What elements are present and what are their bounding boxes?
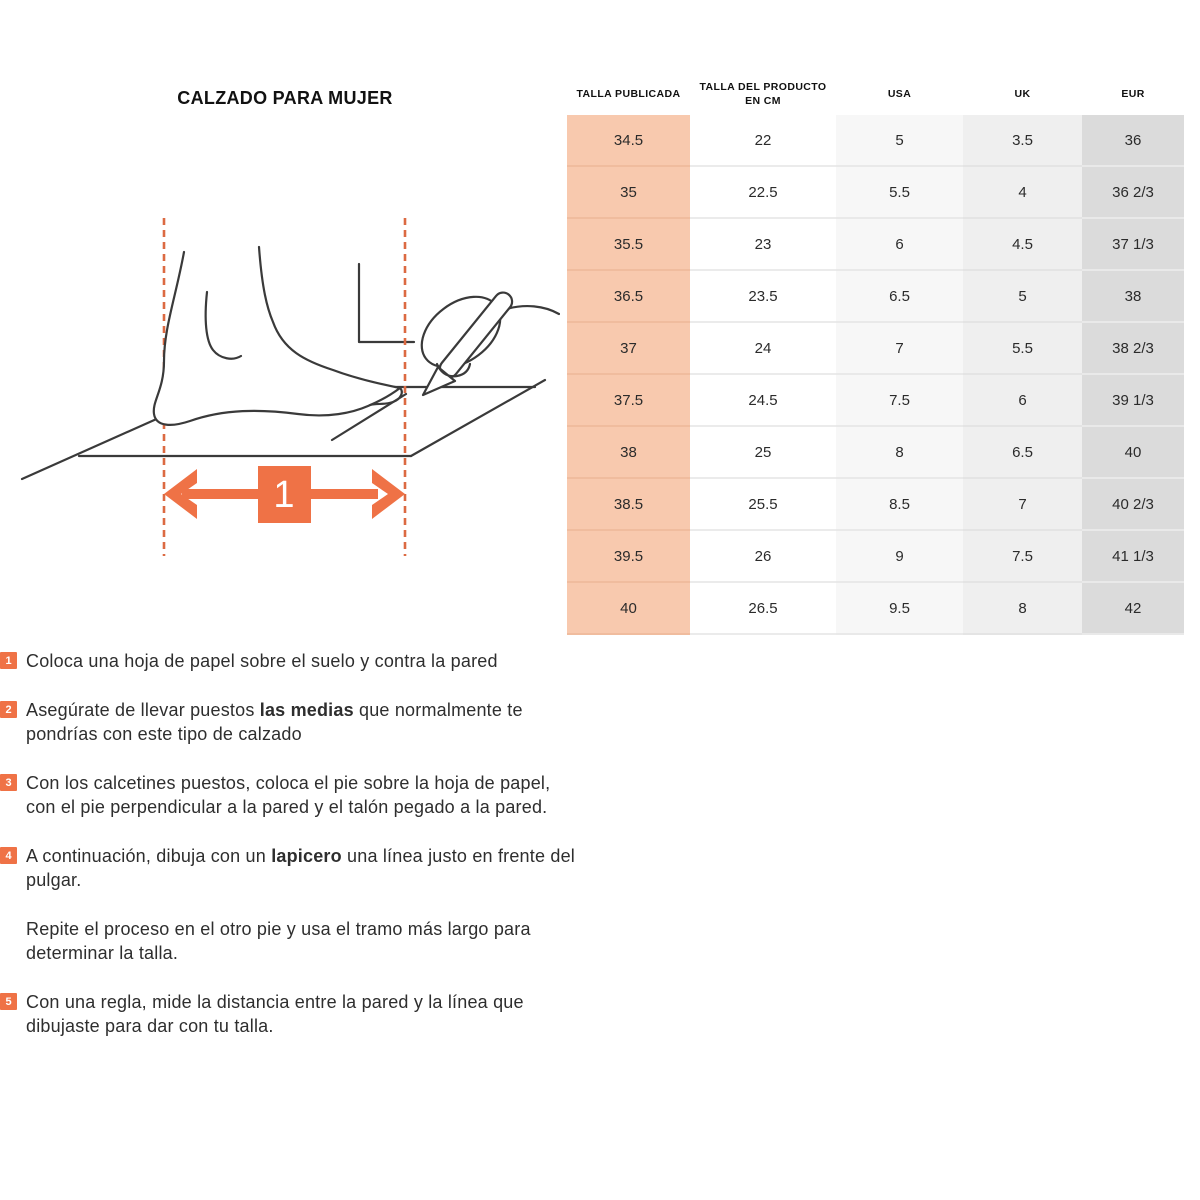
- table-cell: 7: [963, 479, 1082, 531]
- table-cell: 23.5: [690, 271, 836, 323]
- table-row: [567, 323, 1184, 375]
- table-cell: 7.5: [963, 531, 1082, 583]
- step-number-badge: 3: [0, 774, 17, 791]
- column-header-usa: USA: [836, 73, 963, 115]
- step-number-badge: 2: [0, 701, 17, 718]
- table-cell: 26.5: [690, 583, 836, 635]
- table-cell: 40: [567, 583, 690, 635]
- table-row: [567, 479, 1184, 531]
- table-cell: 25.5: [690, 479, 836, 531]
- table-cell: 34.5: [567, 115, 690, 167]
- table-row: [567, 583, 1184, 635]
- table-cell: 35: [567, 167, 690, 219]
- table-cell: 38 2/3: [1082, 323, 1184, 375]
- table-cell: 4: [963, 167, 1082, 219]
- step-text-segment: Coloca una hoja de papel sobre el suelo y contra la pared: [26, 651, 498, 671]
- page-title: CALZADO PARA MUJER: [177, 88, 393, 108]
- hand-with-pencil: [408, 282, 559, 395]
- table-cell: 37.5: [567, 375, 690, 427]
- table-cell: 25: [690, 427, 836, 479]
- table-cell: 35.5: [567, 219, 690, 271]
- table-cell: 6: [963, 375, 1082, 427]
- table-cell: 7.5: [836, 375, 963, 427]
- table-cell: 6.5: [963, 427, 1082, 479]
- table-row: [567, 427, 1184, 479]
- size-table: [567, 73, 1184, 635]
- step-number-spacer: [0, 920, 17, 937]
- table-cell: 8.5: [836, 479, 963, 531]
- foot-drawing: [154, 247, 402, 425]
- step-number-badge: 5: [0, 993, 17, 1010]
- step-text-bold-segment: las medias: [259, 700, 354, 720]
- column-header-talla-publicada: TALLA PUBLICADA: [567, 73, 690, 115]
- table-row: [567, 167, 1184, 219]
- table-cell: 8: [836, 427, 963, 479]
- measure-arrow-label: 1: [273, 474, 295, 516]
- table-row: [567, 531, 1184, 583]
- column-header-talla-producto-cm: TALLA DEL PRODUCTO EN CM: [690, 73, 836, 115]
- table-cell: 38: [567, 427, 690, 479]
- column-header-uk: UK: [963, 73, 1082, 115]
- table-cell: 5: [963, 271, 1082, 323]
- table-cell: 9: [836, 531, 963, 583]
- step-text: [26, 649, 498, 673]
- instruction-item: [0, 917, 585, 965]
- step-text: [26, 698, 585, 746]
- table-cell: 5.5: [836, 167, 963, 219]
- step-text-segment: Con los calcetines puestos, coloca el pie sobre la hoja de papel, con el pie perpendicular a la pared y el talón pegado a la pared.: [26, 773, 551, 817]
- step-text-segment: Con una regla, mide la distancia entre la pared y la línea que dibujaste para dar con tu talla.: [26, 992, 524, 1036]
- step-text: [26, 844, 585, 892]
- table-cell: 24: [690, 323, 836, 375]
- table-cell: 36: [1082, 115, 1184, 167]
- step-text-segment: Repite el proceso en el otro pie y usa el tramo más largo para determinar la talla.: [26, 919, 531, 963]
- table-cell: 7: [836, 323, 963, 375]
- instructions-list: [0, 649, 585, 1063]
- table-cell: 5.5: [963, 323, 1082, 375]
- table-cell: 39.5: [567, 531, 690, 583]
- step-number-badge: 1: [0, 652, 17, 669]
- table-cell: 6: [836, 219, 963, 271]
- table-cell: 42: [1082, 583, 1184, 635]
- instruction-item: [0, 844, 585, 892]
- table-cell: 40: [1082, 427, 1184, 479]
- instruction-item: [0, 990, 585, 1038]
- size-table-header: [567, 73, 1184, 115]
- step-text-segment: A continuación, dibuja con un: [26, 846, 272, 866]
- table-cell: 39 1/3: [1082, 375, 1184, 427]
- instruction-item: [0, 698, 585, 746]
- step-text-segment: una línea justo en frente del pulgar.: [26, 846, 575, 890]
- table-row: [567, 375, 1184, 427]
- table-cell: 23: [690, 219, 836, 271]
- foot-measurement-illustration: [0, 198, 560, 570]
- size-table-body: [567, 115, 1184, 635]
- foot-silhouette: [154, 247, 400, 425]
- instruction-item: [0, 771, 585, 819]
- step-number-badge: 4: [0, 847, 17, 864]
- column-header-eur: EUR: [1082, 73, 1184, 115]
- table-cell: 38: [1082, 271, 1184, 323]
- table-cell: 22.5: [690, 167, 836, 219]
- table-row: [567, 271, 1184, 323]
- measure-arrow: [164, 466, 405, 523]
- step-text-bold-segment: lapicero: [271, 846, 342, 866]
- step-text: [26, 771, 585, 819]
- table-cell: 22: [690, 115, 836, 167]
- step-text-segment: Asegúrate de llevar puestos: [26, 700, 260, 720]
- table-cell: 36 2/3: [1082, 167, 1184, 219]
- table-cell: 37 1/3: [1082, 219, 1184, 271]
- table-cell: 41 1/3: [1082, 531, 1184, 583]
- table-cell: 6.5: [836, 271, 963, 323]
- table-cell: 36.5: [567, 271, 690, 323]
- table-row: [567, 219, 1184, 271]
- instruction-item: [0, 649, 585, 673]
- table-cell: 24.5: [690, 375, 836, 427]
- table-cell: 5: [836, 115, 963, 167]
- step-text: [26, 917, 585, 965]
- table-cell: 40 2/3: [1082, 479, 1184, 531]
- step-text: [26, 990, 585, 1038]
- table-cell: 9.5: [836, 583, 963, 635]
- table-cell: 38.5: [567, 479, 690, 531]
- table-cell: 8: [963, 583, 1082, 635]
- step-text-segment: que normalmente te pondrías con este tipo de calzado: [26, 700, 523, 744]
- table-cell: 4.5: [963, 219, 1082, 271]
- table-cell: 3.5: [963, 115, 1082, 167]
- table-row: [567, 115, 1184, 167]
- table-cell: 26: [690, 531, 836, 583]
- table-cell: 37: [567, 323, 690, 375]
